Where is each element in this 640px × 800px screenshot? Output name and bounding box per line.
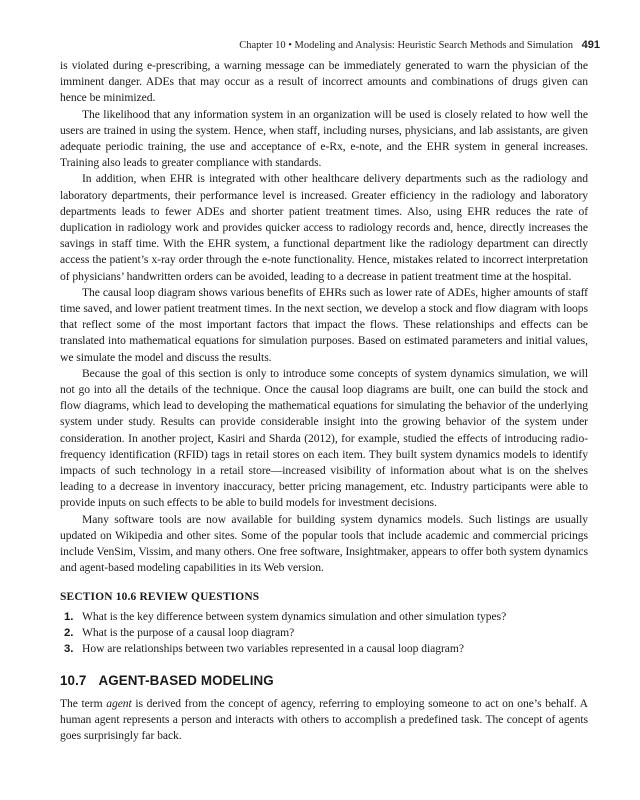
question-number: 1.: [64, 610, 74, 623]
paragraph-training: The likelihood that any information system in an organization will be used is closely related to how well the users are trained in using the system. Hence, when staff, including nurses, physicians, and lab assistants, are given adequate periodic training, the use and acceptance of e-Rx, e-note, and the EHR system in general increases. Training also leads to greater compliance with standards.: [60, 107, 588, 170]
paragraph-system-dynamics: Because the goal of this section is only to introduce some concepts of system dynamics simulation, we will not go into all the details of the technique. Once the causal loop diagrams are built, one can build the stock and flow diagrams, which lead to developing the mathematical equations for simulating the behavior of the underlying system under study. Results can provide considerable insight into the growing behavior of the system under consideration. In another project, Kasiri and Sharda (2012), for example, studied the effects of introducing radio-frequency identification (RFID) tags in retail stores on each item. They built system dynamics models to identify impacts of such technology in a retail store—increased visibility of information about what is on the shelves leading to a decrease in inventory inaccuracy, better pricing management, etc. Industry participants were able to provide inputs on such effects to be able to build models for investment decisions.: [60, 366, 588, 510]
review-question: [60, 641, 588, 657]
review-questions-list: [60, 609, 588, 658]
intro-text-rest: is derived from the concept of agency, referring to employing someone to act on one’s behalf. A human agent represents a person and interacts with others to accomplish a predefined task. The concept of agents goes surprisingly far back.: [60, 696, 589, 742]
question-text: What is the purpose of a causal loop diagram?: [82, 625, 295, 639]
body-text: [60, 58, 588, 744]
paragraph-integration: In addition, when EHR is integrated with other healthcare delivery departments such as the radiology and laboratory departments, their performance level is increased. Greater efficiency in the radiology and laboratory departments leads to fewer ADEs and shorter patient treatment times. Also, using EHR reduces the rate of duplication in radiology work and provides quicker access to radiology records and, hence, directly increases the savings in staff time. With the EHR system, a functional department like the radiology department can directly access the patient’s x-ray order through the e-note functionality. Hence, mistakes related to incorrect interpretation of physicians’ handwritten orders can be avoided, leading to a decrease in patient treatment time at the hospital.: [60, 172, 588, 283]
question-number: 2.: [64, 626, 74, 639]
page-number: 491: [581, 39, 600, 51]
question-text: What is the key difference between system dynamics simulation and other simulation types?: [82, 609, 507, 623]
running-header: [40, 39, 600, 55]
section-heading: [60, 673, 588, 689]
section-title: AGENT-BASED MODELING: [98, 673, 274, 689]
review-question: [60, 625, 588, 641]
intro-term-agent: agent: [106, 696, 132, 710]
intro-text-start: The term: [60, 696, 107, 710]
paragraph-agent-intro: [60, 696, 588, 745]
paragraph-software-tools: Many software tools are now available for building system dynamics models. Such listings are usually updated on Wikipedia and other sites. Some of the popular tools that include academic and commercial pricings include VenSim, Vissim, and many others. One free software, Insightmaker, appears to offer both system dynamics and agent-based modeling capabilities in its Web version.: [60, 512, 588, 575]
paragraph-causal-loop: The causal loop diagram shows various benefits of EHRs such as lower rate of ADEs, higher amounts of staff time saved, and lower patient treatment times. In the next section, we develop a stock and flow diagram with loops that reflect some of the most important factors that impact the flows. These relationships and effects can be translated into mathematical equations for simulation purposes. Based on estimated parameters and initial values, we simulate the model and discuss the results.: [60, 285, 588, 364]
paragraph-continued: is violated during e-prescribing, a warning message can be immediately generated to warn the physician of the imminent danger. ADEs that may occur as a result of incorrect amounts and combinations of drugs given can hence be minimized.: [60, 59, 588, 105]
review-question: [60, 609, 588, 625]
review-questions-title: SECTION 10.6 REVIEW QUESTIONS: [60, 590, 260, 603]
running-title: Chapter 10 • Modeling and Analysis: Heuristic Search Methods and Simulation: [239, 40, 574, 51]
question-number: 3.: [64, 643, 74, 656]
question-text: How are relationships between two variables represented in a causal loop diagram?: [82, 642, 464, 656]
section-number: 10.7: [60, 673, 87, 689]
